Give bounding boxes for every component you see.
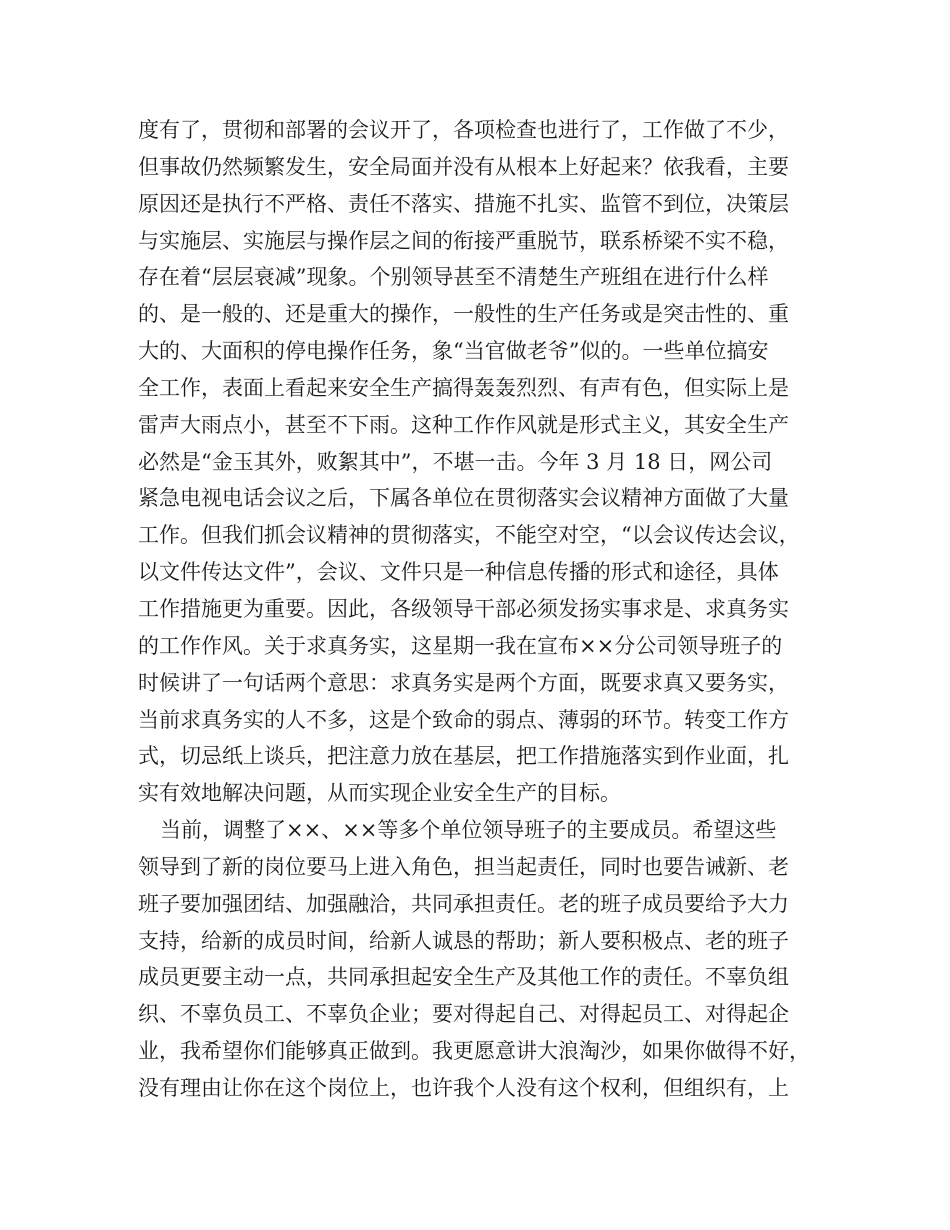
text-line: 班子要加强团结、加强融洽，共同承担责任。老的班子成员要给予大力 [138,891,789,916]
text-line: 度有了，贯彻和部署的会议开了，各项检查也进行了，工作做了不少， [138,118,789,142]
text-line: 大的、大面积的停电操作任务，象“当官做老爷”似的。一些单位搞安 [138,339,769,364]
text-line: 没有理由让你在这个岗位上，也许我个人没有这个权利，但组织有，上 [138,1075,789,1100]
text-line: 式，切忌纸上谈兵，把注意力放在基层，把工作措施落实到作业面，扎 [138,744,789,769]
text-line: 全工作，表面上看起来安全生产搞得轰轰烈烈、有声有色，但实际上是 [138,375,789,400]
text-line: 时候讲了一句话两个意思：求真务实是两个方面，既要求真又要务实， [138,670,789,695]
text-line: 工作措施更为重要。因此，各级领导干部必须发扬实事求是、求真务实 [138,596,789,621]
text-line: 成员更要主动一点，共同承担起安全生产及其他工作的责任。不辜负组 [138,965,789,990]
text-line: 必然是“金玉其外，败絮其中”，不堪一击。今年 3 月 18 日，网公司 [138,449,773,474]
text-line: 当前，调整了××、××等多个单位领导班子的主要成员。希望这些 [160,818,777,843]
text-line: 的工作作风。关于求真务实，这星期一我在宣布××分公司领导班子的 [138,633,783,658]
text-line: 的、是一般的、还是重大的操作，一般性的生产任务或是突击性的、重 [138,302,789,327]
text-line: 原因还是执行不严格、责任不落实、措施不扎实、监管不到位，决策层 [138,191,789,216]
text-line: 雷声大雨点小，甚至不下雨。这种工作作风就是形式主义，其安全生产 [138,412,789,437]
paragraph-2 [138,812,828,1107]
text-line: 紧急电视电话会议之后，下属各单位在贯彻落实会议精神方面做了大量 [138,486,789,511]
text-line: 领导到了新的岗位要马上进入角色，担当起责任，同时也要告诫新、老 [138,854,789,879]
text-line: 工作。但我们抓会议精神的贯彻落实，不能空对空，“以会议传达会议， [138,523,800,548]
text-line: 支持，给新的成员时间，给新人诚恳的帮助；新人要积极点、老的班子 [138,928,789,953]
text-line: 存在着“层层衰减”现象。个别领导甚至不清楚生产班组在进行什么样 [138,265,769,290]
text-line: 以文件传达文件”，会议、文件只是一种信息传播的形式和途径，具体 [138,560,779,585]
text-line: 当前求真务实的人不多，这是个致命的弱点、薄弱的环节。转变工作方 [138,707,789,732]
text-line: 实有效地解决问题，从而实现企业安全生产的目标。 [138,781,621,806]
text-line: 但事故仍然频繁发生，安全局面并没有从根本上好起来？依我看，主要 [138,154,789,179]
text-line: 织、不辜负员工、不辜负企业；要对得起自己、对得起员工、对得起企 [138,1002,789,1027]
text-line: 业，我希望你们能够真正做到。我更愿意讲大浪淘沙，如果你做得不好， [138,1039,810,1064]
text-line: 与实施层、实施层与操作层之间的衔接严重脱节，联系桥梁不实不稳， [138,228,789,253]
paragraph-1 [138,112,828,812]
document-body [138,112,828,1107]
